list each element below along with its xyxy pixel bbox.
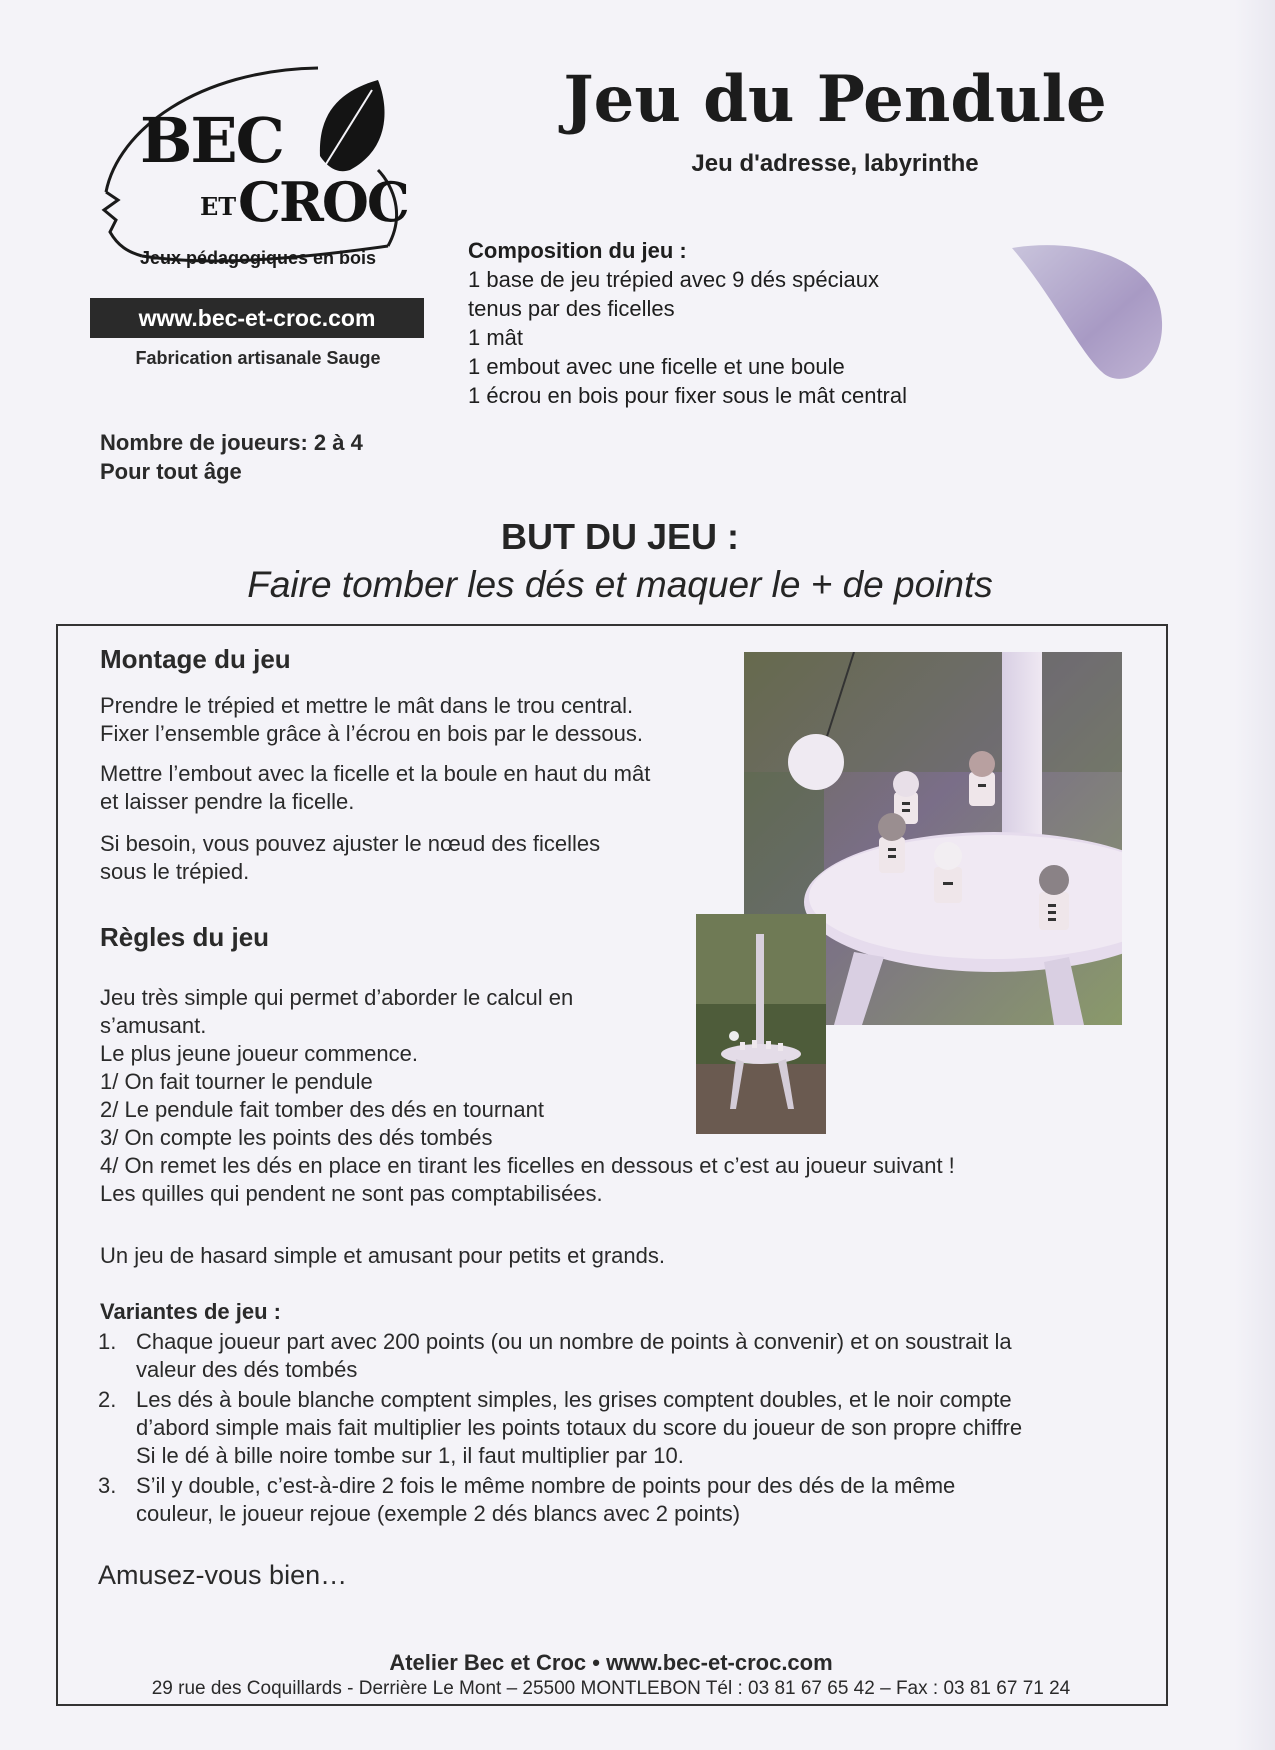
rules-line: s’amusant. <box>100 1013 207 1038</box>
page-title: Jeu du Pendule <box>563 62 1107 137</box>
variant-item <box>98 1472 1158 1528</box>
montage-line: Fixer l’ensemble grâce à l’écrou en bois par le dessous. <box>100 721 643 746</box>
variant-line: valeur des dés tombés <box>136 1357 358 1382</box>
variant-number: 2. <box>98 1387 117 1412</box>
player-count: Nombre de joueurs: 2 à 4 <box>100 430 363 455</box>
composition-section <box>468 236 1028 410</box>
composition-line: 1 embout avec une ficelle et une boule <box>468 354 845 379</box>
rules-line: Les quilles qui pendent ne sont pas comptabilisées. <box>100 1181 603 1206</box>
decorative-drop-shape <box>1010 242 1170 392</box>
variant-line: d’abord simple mais fait multiplier les points totaux du score du joueur de son propre chiffre <box>136 1415 1023 1440</box>
rules-line: 4/ On remet les dés en place en tirant les ficelles en dessous et c’est au joueur suivant ! <box>100 1153 955 1178</box>
logo-et-text: ET <box>200 192 237 221</box>
variant-line: Les dés à boule blanche comptent simples, les grises comptent doubles, et le noir compte <box>136 1387 1012 1412</box>
logo-fabrication: Fabrication artisanale Sauge <box>135 348 381 368</box>
page-subtitle: Jeu d'adresse, labyrinthe <box>691 150 979 177</box>
rules-line: 3/ On compte les points des dés tombés <box>100 1125 493 1150</box>
composition-heading: Composition du jeu : <box>468 238 687 263</box>
logo-croc-text: CROC <box>238 170 408 234</box>
variant-line: couleur, le joueur rejoue (exemple 2 dés blancs avec 2 points) <box>136 1501 741 1526</box>
page-edge <box>1235 0 1275 1750</box>
composition-line: tenus par des ficelles <box>468 296 675 321</box>
logo-url-banner: www.bec-et-croc.com <box>90 298 424 338</box>
footer-atelier: Atelier Bec et Croc • www.bec-et-croc.com <box>389 1650 833 1675</box>
composition-line: 1 écrou en bois pour fixer sous le mât central <box>468 383 908 408</box>
variant-number: 3. <box>98 1473 117 1498</box>
variant-line: Si le dé à bille noire tombe sur 1, il faut multiplier par 10. <box>136 1443 684 1468</box>
montage-line: et laisser pendre la ficelle. <box>100 789 355 814</box>
bec-et-croc-logo <box>88 60 433 368</box>
composition-line: 1 base de jeu trépied avec 9 dés spéciaux <box>468 267 879 292</box>
goal-title: BUT DU JEU : <box>500 516 739 557</box>
rules-line: 1/ On fait tourner le pendule <box>100 1069 373 1094</box>
montage-paragraph-3 <box>100 830 600 886</box>
rules-line: Jeu très simple qui permet d’aborder le calcul en <box>100 985 574 1010</box>
variant-item <box>98 1386 1158 1470</box>
rules-heading: Règles du jeu <box>100 922 270 952</box>
montage-line: Mettre l’embout avec la ficelle et la boule en haut du mât <box>100 761 651 786</box>
variants-heading: Variantes de jeu : <box>100 1299 281 1324</box>
variants-list <box>98 1328 1158 1530</box>
variant-number: 1. <box>98 1329 117 1354</box>
closing-text: Amusez-vous bien… <box>98 1560 348 1590</box>
montage-heading: Montage du jeu <box>100 644 291 674</box>
logo-tagline: Jeux pédagogiques en bois <box>140 248 377 268</box>
rules-line: Le plus jeune joueur commence. <box>100 1041 418 1066</box>
variant-line: S’il y double, c’est-à-dire 2 fois le même nombre de points pour des dés de la même <box>136 1473 956 1498</box>
montage-paragraph-1 <box>100 692 643 748</box>
composition-line: 1 mât <box>468 325 524 350</box>
players-info <box>100 428 363 486</box>
montage-paragraph-2 <box>100 760 650 816</box>
logo-bec-text: BEC <box>140 104 284 177</box>
footer-address: 29 rue des Coquillards - Derrière Le Mont – 25500 MONTLEBON Tél : 03 81 67 65 42 – Fax : 03 81 67 71 24 <box>151 1678 1071 1699</box>
montage-line: Si besoin, vous pouvez ajuster le nœud des ficelles <box>100 831 601 856</box>
rules-summary: Un jeu de hasard simple et amusant pour petits et grands. <box>100 1243 665 1268</box>
variant-item <box>98 1328 1158 1384</box>
player-age: Pour tout âge <box>100 459 242 484</box>
montage-line: sous le trépied. <box>100 859 250 884</box>
variant-line: Chaque joueur part avec 200 points (ou un nombre de points à convenir) et on soustrait la <box>136 1329 1012 1354</box>
goal-subtitle: Faire tomber les dés et maquer le + de points <box>247 564 993 605</box>
rules-line: 2/ Le pendule fait tomber des dés en tournant <box>100 1097 544 1122</box>
montage-line: Prendre le trépied et mettre le mât dans le trou central. <box>100 693 634 718</box>
rules-text <box>100 984 955 1208</box>
